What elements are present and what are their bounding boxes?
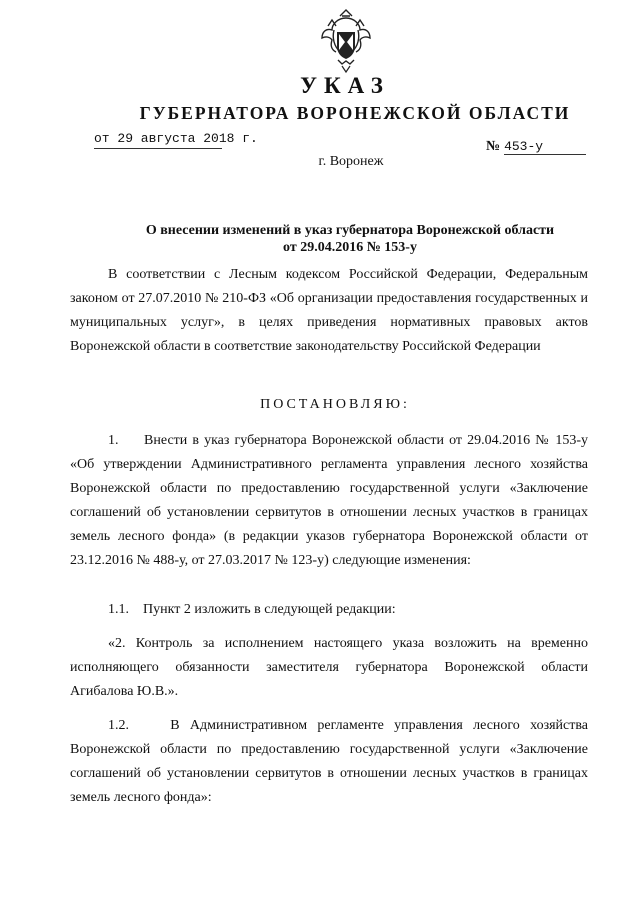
preamble-text: В соответствии с Лесным кодексом Российской Федерации, Федеральным законом от 27.07.2010 № 210-ФЗ «Об организации предоставления государственных и муниципальных услуг», в целях приведения нормативных правовых актов Воронежской области в соответствие законодательству Российской Федерации: [70, 267, 588, 354]
issuer-title: ГУБЕРНАТОРА ВОРОНЕЖСКОЙ ОБЛАСТИ: [139, 103, 571, 123]
decree-word: ПОСТАНОВЛЯЮ:: [260, 397, 410, 412]
item-number: 1.1.: [108, 602, 129, 617]
preamble: [70, 263, 588, 359]
item-text: «2. Контроль за исполнением настоящего указа возложить на временно исполняющего обязанности заместителя губернатора Воронежской области Агибалова Ю.В.».: [70, 636, 588, 699]
item-1-1: [70, 598, 588, 622]
item-number: 1.: [108, 433, 119, 448]
item-1-2: [70, 714, 588, 810]
item-1-1-text: [70, 632, 588, 704]
number-value: 453-у: [504, 139, 586, 155]
number-sign: №: [486, 139, 501, 154]
document-title: [110, 222, 590, 256]
item-text: Внести в указ губернатора Воронежской области от 29.04.2016 № 153-у «Об утверждении Административного регламента управления лесного хозяйства Воронежской области по предоставлению государственной услуги «Заключение соглашений об установлении сервитутов в отношении лесных участков в границах земель лесного фонда» (в редакции указов губернатора Воронежской области от 23.12.2016 № 488-у, от 27.03.2017 № 123-у) следующие изменения:: [70, 433, 589, 568]
document-number: [486, 139, 586, 155]
item-1: [70, 429, 588, 573]
document-date: от 29 августа 2018 г.: [94, 131, 222, 149]
document-type: УКАЗ: [300, 73, 390, 98]
title-line-2: от 29.04.2016 № 153-у: [283, 240, 417, 255]
item-number: 1.2.: [108, 718, 129, 733]
item-text: В Административном регламенте управления лесного хозяйства Воронежской области по предоставлению государственной услуги «Заключение соглашений об установлении сервитутов в отношении лесных участков в границах земель лесного фонда»:: [70, 718, 589, 805]
item-text: Пункт 2 изложить в следующей редакции:: [143, 602, 396, 617]
city: г. Воронеж: [318, 154, 384, 169]
coat-of-arms-emblem: [320, 8, 372, 74]
title-line-1: О внесении изменений в указ губернатора Воронежской области: [145, 223, 555, 238]
